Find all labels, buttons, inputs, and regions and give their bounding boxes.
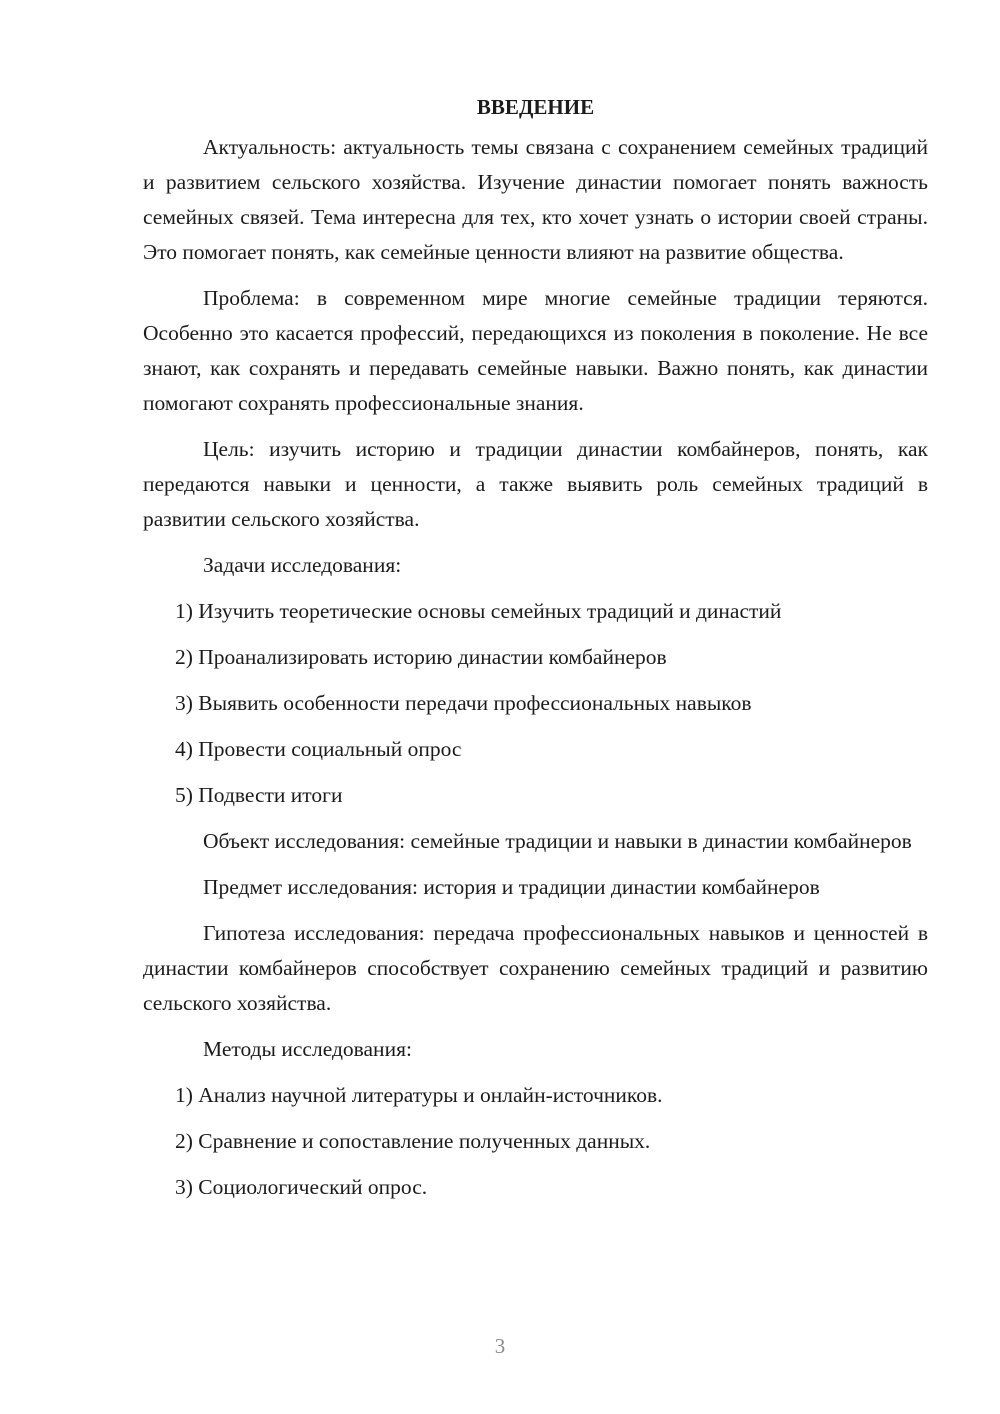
object-paragraph: Объект исследования: семейные традиции и навыки в династии комбайнеров — [203, 829, 912, 853]
goal-paragraph: Цель: изучить историю и традиции династии комбайнеров, понять, как передаются навыки и ценности, а также выявить роль семейных традиций в развитии сельского хозяйства. — [143, 437, 928, 531]
relevance-paragraph: Актуальность: актуальность темы связана с сохранением семейных традиций и развитием сельского хозяйства. Изучение династии помогает понять важность семейных связей. Тема интересна для тех, кто хочет узнать о истории своей страны. Это помогает понять, как семейные ценности влияют на развитие общества. — [143, 135, 928, 264]
list-item: 4) Провести социальный опрос — [175, 737, 462, 761]
list-item: 2) Сравнение и сопоставление полученных данных. — [175, 1129, 651, 1153]
problem-paragraph: Проблема: в современном мире многие семейные традиции теряются. Особенно это касается профессий, передающихся из поколения в поколение. Не все знают, как сохранять и передавать семейные навыки. Важно понять, как династии помогают сохранять профессиональные знания. — [143, 286, 928, 415]
methods-list — [143, 1078, 928, 1205]
document-page — [143, 90, 928, 1216]
tasks-list — [143, 594, 928, 813]
subject-paragraph: Предмет исследования: история и традиции династии комбайнеров — [203, 875, 820, 899]
list-item: 2) Проанализировать историю династии комбайнеров — [175, 645, 667, 669]
list-item: 3) Социологический опрос. — [175, 1175, 428, 1199]
page-number: 3 — [494, 1334, 506, 1358]
list-item: 3) Выявить особенности передачи профессиональных навыков — [175, 691, 752, 715]
tasks-label: Задачи исследования: — [203, 553, 402, 577]
hypothesis-paragraph: Гипотеза исследования: передача профессиональных навыков и ценностей в династии комбайнеров способствует сохранению семейных традиций и развитию сельского хозяйства. — [143, 921, 928, 1015]
list-item: 5) Подвести итоги — [175, 783, 343, 807]
methods-label: Методы исследования: — [203, 1037, 412, 1061]
page-title: ВВЕДЕНИЕ — [476, 95, 595, 119]
list-item: 1) Изучить теоретические основы семейных традиций и династий — [175, 599, 782, 623]
list-item: 1) Анализ научной литературы и онлайн-источников. — [175, 1083, 663, 1107]
